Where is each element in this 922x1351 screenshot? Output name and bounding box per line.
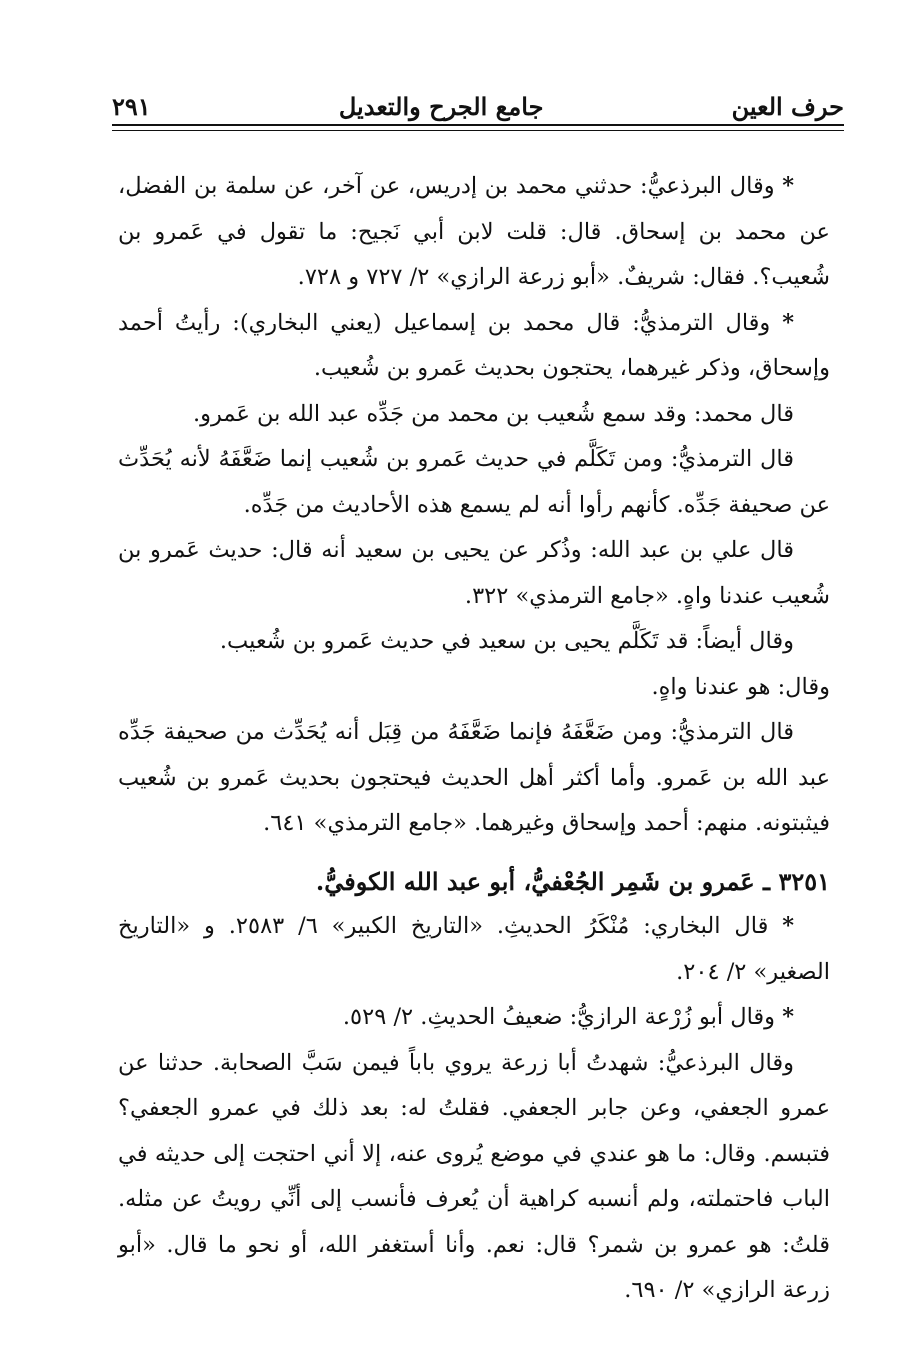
- paragraph: [118, 528, 830, 619]
- paragraph: [118, 619, 830, 665]
- paragraph-text: قال محمد: وقد سمع شُعيب بن محمد من جَدِّه عبد الله بن عَمرو.: [193, 400, 794, 427]
- paragraph-text: قال الترمذيُّ: ومن تَكَلَّم في حديث عَمرو بن شُعيب إنما ضَعَّفَهُ لأنه يُحَدِّث عن صحيفة جَدِّه. كأنهم رأوا أنه لم يسمع هذه الأحاديث من جَدِّه.: [118, 446, 830, 518]
- paragraph-text: وقال أبو زُرْعة الرازيُّ: ضعيفُ الحديثِ. ٢/ ٥٢٩.: [342, 1004, 776, 1030]
- header-rule-bottom: [112, 130, 844, 131]
- chapter-title: حرف العين: [731, 92, 844, 121]
- paragraph-text: قال الترمذيُّ: ومن ضَعَّفَهُ فإنما ضَعَّفَهُ من قِبَل أنه يُحَدِّث من صحيفة جَدِّه عبد الله بن عَمرو. وأما أكثر أهل الحديث فيحتجون بحديث عَمرو بن شُعيب فيثبتونه. منهم: أحمد وإسحاق وغيرهما. «جامع الترمذي» ٦٤١.: [118, 719, 830, 836]
- paragraph: [118, 904, 830, 995]
- paragraph: [118, 710, 830, 847]
- paragraph: [118, 1041, 830, 1314]
- paragraph-text: قال البخاري: مُنْكَرُ الحديثِ. «التاريخ الكبير» ٦/ ٢٥٨٣. و «التاريخ الصغير» ٢/ ٢٠٤.: [118, 913, 830, 985]
- paragraph: [118, 665, 830, 711]
- paragraph-text: وقال البرذعيُّ: حدثني محمد بن إدريس، عن آخر، عن سلمة بن الفضل، عن محمد بن إسحاق. قال: قلت لابن أبي نَجيح: ما تقول في عَمرو بن شُعيب؟. فقال: شريفٌ. «أبو زرعة الرازي» ٢/ ٧٢٧ و ٧٢٨.: [118, 173, 830, 290]
- star-marker: *: [782, 173, 794, 199]
- page-number: ٢٩١: [112, 92, 151, 121]
- star-marker: *: [782, 913, 795, 939]
- paragraph: [118, 437, 830, 528]
- paragraph-text: وقال أيضاً: قد تَكَلَّم يحيى بن سعيد في حديث عَمرو بن شُعيب.: [219, 628, 794, 654]
- paragraph-text: قال علي بن عبد الله: وذُكر عن يحيى بن سعيد أنه قال: حديث عَمرو بن شُعيب عندنا واهٍ. «جامع الترمذي» ٣٢٢.: [118, 537, 830, 609]
- paragraph-text: وقال الترمذيُّ: قال محمد بن إسماعيل (يعني البخاري): رأيتُ أحمد وإسحاق، وذكر غيرهما، يحتجون بحديث عَمرو بن شُعيب.: [118, 309, 830, 381]
- book-title: جامع الجرح والتعديل: [338, 92, 544, 121]
- paragraph: [118, 164, 830, 301]
- page-body: [118, 164, 830, 1314]
- star-marker: *: [782, 309, 794, 336]
- header-rule-top: [112, 124, 844, 126]
- paragraph-text: وقال البرذعيُّ: شهدتُ أبا زرعة يروي باباً فيمن سَبَّ الصحابة. حدثنا عن عمرو الجعفي، وعن جابر الجعفي. فقلتُ له: بعد ذلك في عمرو الجعفي؟ فتبسم. وقال: ما هو عندي في موضع يُروى عنه، إلا أني احتجت إلى حديثه في الباب فاحتملته، ولم أنسبه كراهية أن يُعرف فأنسب إلى أنِّي رويتُ عن مثله. قلتُ: هو عمرو بن شمر؟ قال: نعم. وأنا أستغفر الله، أو نحو ما قال. «أبو زرعة الرازي» ٢/ ٦٩٠.: [118, 1049, 830, 1303]
- entry-title: ٣٢٥١ ـ عَمرو بن شَمِر الجُعْفيُّ، أبو عبد الله الكوفيُّ.: [315, 866, 830, 896]
- paragraph: [118, 995, 830, 1041]
- paragraph: [118, 301, 830, 392]
- paragraph-text: وقال: هو عندنا واهٍ.: [651, 673, 830, 700]
- page-header: [112, 76, 844, 124]
- paragraph: [118, 392, 830, 438]
- star-marker: *: [782, 1004, 794, 1030]
- spacer: [118, 847, 830, 859]
